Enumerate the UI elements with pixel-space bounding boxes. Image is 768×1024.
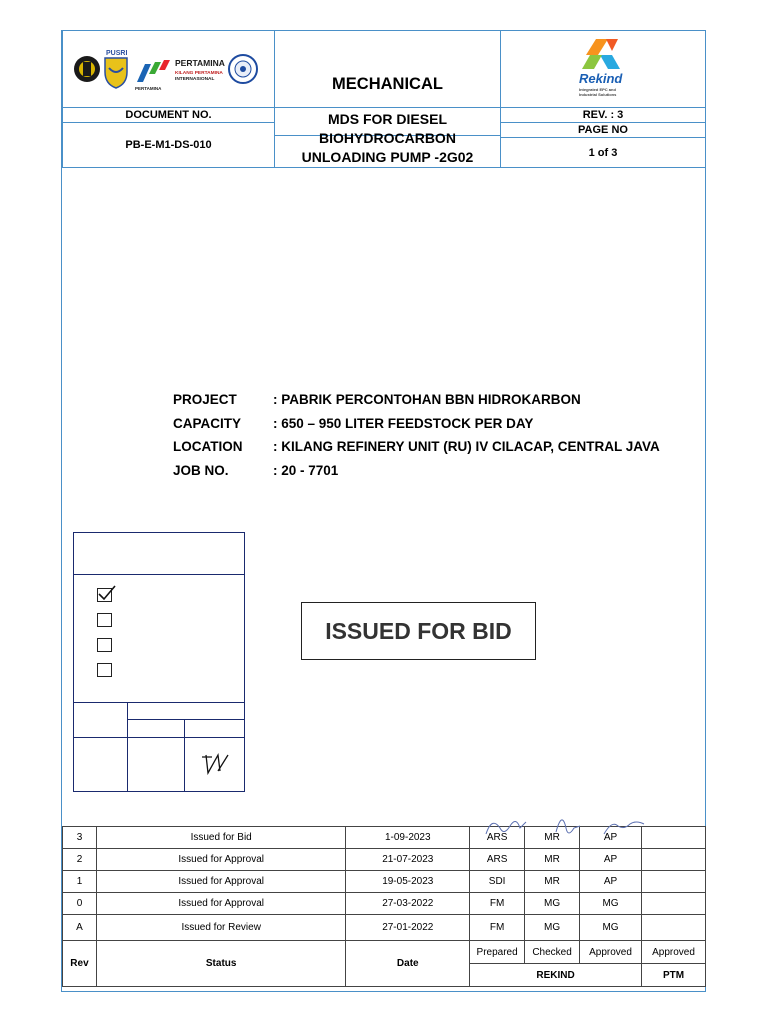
job-no-value: : 20 - 7701: [273, 462, 339, 478]
revision-table: [62, 826, 706, 987]
checked-cell: MG: [525, 893, 580, 915]
capacity-row: [173, 412, 660, 436]
title-block: [62, 30, 706, 168]
svg-text:Rekind: Rekind: [579, 71, 623, 86]
prepared-header: Prepared: [470, 941, 525, 964]
doc-no-label: DOCUMENT NO.: [62, 107, 275, 123]
round-seal-icon: [229, 55, 257, 83]
title-line-3: UNLOADING PUMP -2G02: [301, 149, 474, 165]
project-value: : PABRIK PERCONTOHAN BBN HIDROKARBON: [273, 392, 581, 407]
status-cell: Issued for Bid: [96, 827, 345, 849]
page-no-label: PAGE NO: [500, 122, 706, 138]
date-cell: 19-05-2023: [346, 871, 470, 893]
status-cell: Issued for Review: [96, 915, 345, 941]
ptm-cell: [642, 849, 706, 871]
pusri-logo-icon: [105, 50, 127, 88]
check-mark-icon: [97, 584, 117, 602]
checked-cell: MR: [525, 827, 580, 849]
approved-cell: AP: [580, 849, 642, 871]
ptm-label: PTM: [642, 964, 706, 987]
approved-cell: AP: [580, 871, 642, 893]
table-row: [63, 893, 706, 915]
checked-cell: MR: [525, 871, 580, 893]
approved-cell: MG: [580, 893, 642, 915]
rekind-logo-cell: [500, 30, 706, 108]
status-block-divider: [74, 574, 244, 575]
status-check-block: [73, 532, 245, 792]
svg-text:Integrated EPC and: Integrated EPC and: [579, 87, 616, 92]
rev-cell: 1: [63, 871, 97, 893]
prepared-cell: FM: [470, 893, 525, 915]
capacity-key: CAPACITY: [173, 415, 242, 431]
discipline-title: MECHANICAL: [274, 30, 501, 136]
table-row: [63, 871, 706, 893]
job-no-key: JOB NO.: [173, 462, 229, 478]
location-value: : KILANG REFINERY UNIT (RU) IV CILACAP, CENTRAL JAVA: [273, 439, 660, 454]
date-cell: 27-01-2022: [346, 915, 470, 941]
svg-text:PUSRI: PUSRI: [105, 50, 127, 57]
checked-header: Checked: [525, 941, 580, 964]
date-cell: 21-07-2023: [346, 849, 470, 871]
issued-stamp: ISSUED FOR BID: [301, 602, 536, 660]
pertamina-logo-icon: [135, 60, 170, 91]
date-header: Date: [346, 941, 470, 987]
title-line-2: BIOHYDROCARBON: [319, 130, 456, 146]
initials-signature-icon: [198, 749, 232, 777]
project-info: [173, 388, 660, 482]
rekind-label: REKIND: [470, 964, 642, 987]
status-checkbox-2[interactable]: [97, 613, 112, 627]
approval-signatures-icon: [478, 812, 648, 842]
ministry-emblem-icon: [74, 56, 100, 82]
client-logos-cell: [62, 30, 275, 108]
prepared-cell: FM: [470, 915, 525, 941]
status-block-vline-2: [184, 719, 185, 792]
status-cell: Issued for Approval: [96, 893, 345, 915]
status-block-grid-mid: [127, 719, 244, 720]
svg-text:KILANG PERTAMINA: KILANG PERTAMINA: [174, 71, 223, 76]
approved-cell: MG: [580, 915, 642, 941]
table-row: [63, 915, 706, 941]
rekind-logo: [568, 33, 638, 105]
status-block-grid-low: [74, 737, 244, 738]
ptm-cell: [642, 915, 706, 941]
status-cell: Issued for Approval: [96, 849, 345, 871]
status-header: Status: [96, 941, 345, 987]
approved-header: Approved: [580, 941, 642, 964]
rev-cell: 3: [63, 827, 97, 849]
checked-cell: MR: [525, 849, 580, 871]
footer-header-row: [63, 941, 706, 964]
date-cell: 1-09-2023: [346, 827, 470, 849]
title-line-1: MDS FOR DIESEL: [327, 111, 447, 127]
prepared-cell: SDI: [470, 871, 525, 893]
location-key: LOCATION: [173, 439, 243, 454]
doc-no: PB-E-M1-DS-010: [62, 122, 275, 168]
status-block-vline-1: [127, 702, 128, 792]
prepared-cell: ARS: [470, 827, 525, 849]
rekind-mark-icon: [582, 39, 620, 69]
svg-text:INTERNASIONAL: INTERNASIONAL: [174, 77, 214, 82]
location-row: [173, 435, 660, 459]
page-no: 1 of 3: [500, 137, 706, 168]
svg-text:PERTAMINA: PERTAMINA: [134, 86, 161, 91]
status-checkbox-3[interactable]: [97, 638, 112, 652]
project-key: PROJECT: [173, 392, 237, 407]
document-title: [274, 107, 501, 168]
svg-text:PERTAMINA: PERTAMINA: [174, 58, 225, 68]
approved-cell: AP: [580, 827, 642, 849]
project-row: [173, 388, 660, 412]
client-logos: [69, 44, 269, 94]
rev-cell: A: [63, 915, 97, 941]
status-cell: Issued for Approval: [96, 871, 345, 893]
rev-header: Rev: [63, 941, 97, 987]
ptm-cell: [642, 827, 706, 849]
capacity-value: : 650 – 950 LITER FEEDSTOCK PER DAY: [273, 415, 534, 431]
status-checkbox-1[interactable]: [97, 588, 112, 602]
status-checkbox-4[interactable]: [97, 663, 112, 677]
job-no-row: [173, 459, 660, 483]
status-block-grid-top: [74, 702, 244, 703]
revision-label: REV. : 3: [500, 107, 706, 123]
rev-cell: 0: [63, 893, 97, 915]
approved-ptm-header: Approved: [642, 941, 706, 964]
svg-text:Industrial Solutions: Industrial Solutions: [579, 92, 617, 97]
table-row: [63, 849, 706, 871]
ptm-cell: [642, 893, 706, 915]
ptm-cell: [642, 871, 706, 893]
rev-cell: 2: [63, 849, 97, 871]
checked-cell: MG: [525, 915, 580, 941]
date-cell: 27-03-2022: [346, 893, 470, 915]
prepared-cell: ARS: [470, 849, 525, 871]
